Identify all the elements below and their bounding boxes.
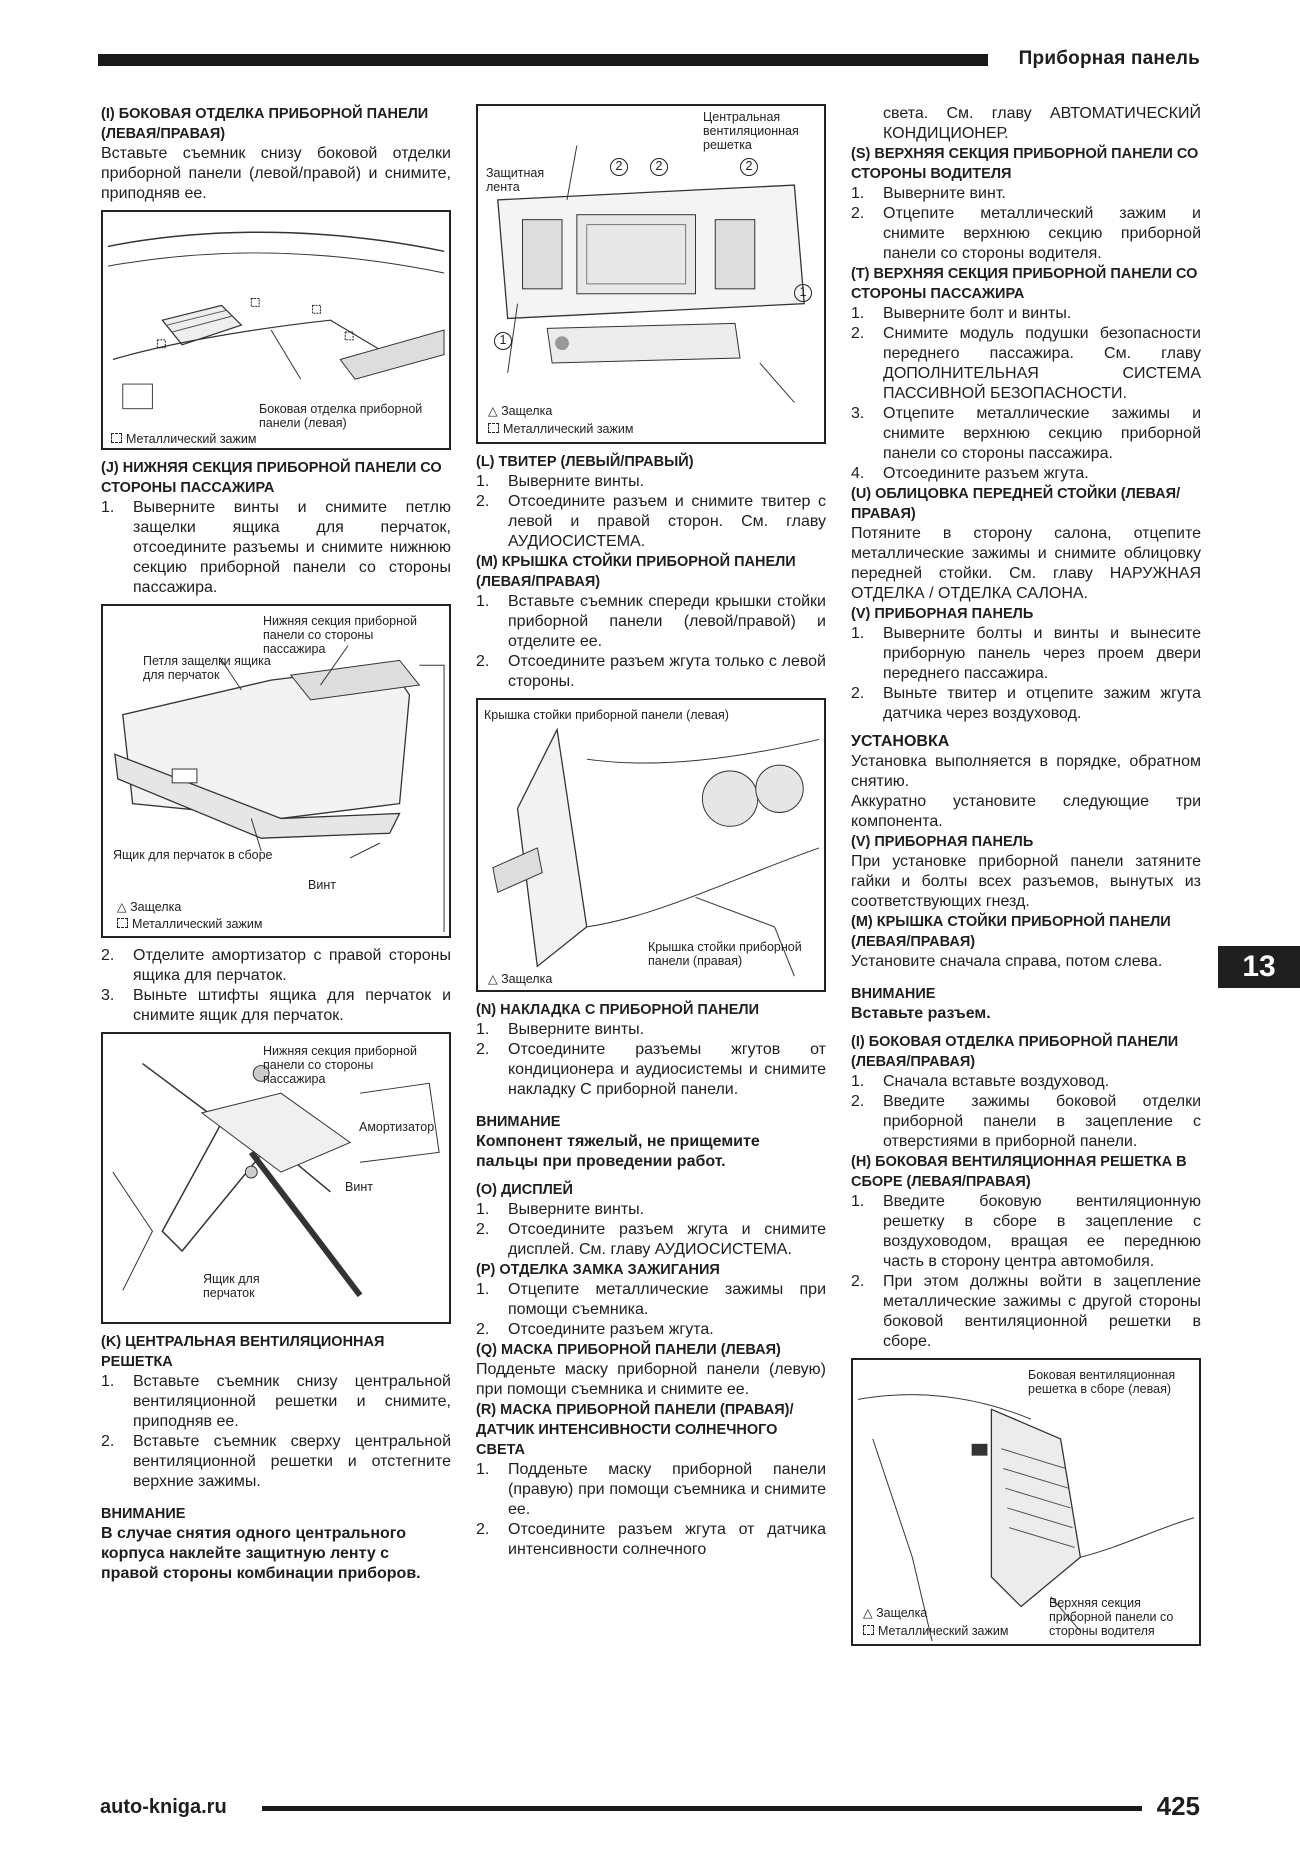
figure-label: Крышка стойки приборной панели (правая) <box>648 940 802 968</box>
figure-label: Амортизатор <box>359 1120 435 1134</box>
list-item: 3. Отцепите металлические зажимы и снимите верхнюю секцию приборной панели со стороны пассажира. <box>851 405 1201 462</box>
figure-center-vent <box>476 104 826 444</box>
section-heading: (O) ДИСПЛЕЙ <box>476 1182 573 1198</box>
legend-clip: Металлический зажим <box>488 422 633 436</box>
section-heading: (M) КРЫШКА СТОЙКИ ПРИБОРНОЙ ПАНЕЛИ (ЛЕВАЯ/ПРАВАЯ) <box>851 914 1171 950</box>
list-item: 1. Выверните болт и винты. <box>851 305 1072 322</box>
figure-label: Винт <box>345 1180 373 1194</box>
list-item: 1. Подденьте маску приборной панели (правую) при помощи съемника и снимите ее. <box>476 1461 826 1518</box>
list-item: 2. Отсоедините разъем жгута и снимите дисплей. См. главу АУДИОСИСТЕМА. <box>476 1221 826 1258</box>
figure-label: Петля защелки ящика для перчаток <box>143 654 271 682</box>
list-item: 4. Отсоедините разъем жгута. <box>851 465 1089 482</box>
list-item: 2. Вставьте съемник сверху центральной вентиляционной решетки и отстегните верхние зажимы. <box>101 1433 451 1490</box>
section-heading: (L) ТВИТЕР (ЛЕВЫЙ/ПРАВЫЙ) <box>476 454 694 470</box>
figure-label: Ящик для перчаток <box>203 1272 260 1300</box>
list-item: 3. Выньте штифты ящика для перчаток и снимите ящик для перчаток. <box>101 987 451 1024</box>
figure-side-vent <box>851 1358 1201 1646</box>
header-rule <box>98 54 988 66</box>
legend-clip: Металлический зажим <box>863 1624 1008 1638</box>
list-item: 2. Отделите амортизатор с правой стороны ящика для перчаток. <box>101 947 451 984</box>
center-vent-drawing <box>478 106 824 442</box>
figure-glovebox <box>101 604 451 938</box>
warning-heading: ВНИМАНИЕ <box>476 1114 561 1130</box>
section-heading: (V) ПРИБОРНАЯ ПАНЕЛЬ <box>851 834 1034 850</box>
figure-pillar-cover <box>476 698 826 992</box>
page-number: 425 <box>1156 1791 1200 1821</box>
callout-number: 1 <box>794 284 812 302</box>
list-item: 2. Отсоедините разъем и снимите твитер с левой и правой сторон. См. главу АУДИОСИСТЕМА. <box>476 493 826 550</box>
list-item: 1. Выверните винты и снимите петлю защелки ящика для перчаток, отсоедините разъемы и снимите нижнюю секцию приборной панели со стороны пассажира. <box>101 499 451 596</box>
list-item: 1. Отцепите металлические зажимы при помощи съемника. <box>476 1281 826 1318</box>
list-item: 2. Введите зажимы боковой отделки приборной панели в зацепление с отверстиями в приборной панели. <box>851 1093 1201 1150</box>
figure-label: Крышка стойки приборной панели (левая) <box>484 708 729 722</box>
section-heading: (H) БОКОВАЯ ВЕНТИЛЯЦИОННАЯ РЕШЕТКА В СБОРЕ (ЛЕВАЯ/ПРАВАЯ) <box>851 1154 1187 1190</box>
figure-label: Нижняя секция приборной панели со стороны пассажира <box>263 614 417 656</box>
column-2 <box>476 104 826 1560</box>
callout-number: 2 <box>740 158 758 176</box>
figure-label: Центральная вентиляционная решетка <box>703 110 799 152</box>
legend-latch: △ Защелка <box>863 1606 928 1620</box>
section-heading: (K) ЦЕНТРАЛЬНАЯ ВЕНТИЛЯЦИОННАЯ РЕШЕТКА <box>101 1334 385 1370</box>
figure-label: Боковая вентиляционная решетка в сборе (левая) <box>1028 1368 1176 1396</box>
section-heading: (T) ВЕРХНЯЯ СЕКЦИЯ ПРИБОРНОЙ ПАНЕЛИ СО СТОРОНЫ ПАССАЖИРА <box>851 266 1198 302</box>
warning-heading: ВНИМАНИЕ <box>101 1506 186 1522</box>
list-item: 1. Выверните винты. <box>476 1021 645 1038</box>
figure-damper <box>101 1032 451 1324</box>
figure-side-trim <box>101 210 451 450</box>
paragraph: При установке приборной панели затяните гайки и болты всех разъемов, вынутых из соответствующих гнезд. <box>851 853 1201 910</box>
warning-heading: ВНИМАНИЕ <box>851 986 936 1002</box>
paragraph: Аккуратно установите следующие три компонента. <box>851 793 1201 830</box>
section-heading: (M) КРЫШКА СТОЙКИ ПРИБОРНОЙ ПАНЕЛИ (ЛЕВАЯ/ПРАВАЯ) <box>476 554 796 590</box>
list-item: 2. Отсоедините разъем жгута от датчика интенсивности солнечного <box>476 1521 826 1558</box>
footer-rule <box>262 1806 1142 1811</box>
section-heading: (P) ОТДЕЛКА ЗАМКА ЗАЖИГАНИЯ <box>476 1262 720 1278</box>
chapter-tab: 13 <box>1218 946 1300 988</box>
figure-label: Защитная лента <box>486 166 545 194</box>
warning-text: Вставьте разъем. <box>851 1005 991 1022</box>
legend-clip: Металлический зажим <box>117 917 262 931</box>
paragraph: света. См. главу АВТОМАТИЧЕСКИЙ КОНДИЦИОНЕР. <box>883 105 1201 142</box>
figure-label: Винт <box>308 878 336 892</box>
list-item: 1. Выверните винты. <box>476 1201 645 1218</box>
list-item: 1. Выверните винт. <box>851 185 1006 202</box>
list-item: 1. Выверните болты и винты и вынесите приборную панель через проем двери переднего пассажира. <box>851 625 1201 682</box>
section-heading: (Q) МАСКА ПРИБОРНОЙ ПАНЕЛИ (ЛЕВАЯ) <box>476 1342 781 1358</box>
list-item: 2. Отсоедините разъем жгута. <box>476 1321 714 1338</box>
paragraph: Вставьте съемник снизу боковой отделки приборной панели (левой/правой) и снимите, приподняв ее. <box>101 145 451 202</box>
paragraph: Потяните в сторону салона, отцепите металлические зажимы и снимите облицовку передней стойки. См. главу НАРУЖНАЯ ОТДЕЛКА / ОТДЕЛКА САЛОНА. <box>851 525 1201 602</box>
list-item: 1. Введите боковую вентиляционную решетку в сборе в зацепление с воздуховодом, вращая ее переднюю часть в сторону центра автомобиля. <box>851 1193 1201 1270</box>
list-item: 1. Вставьте съемник снизу центральной вентиляционной решетки и снимите, приподняв ее. <box>101 1373 451 1430</box>
list-item: 2. При этом должны войти в зацепление металлические зажимы с другой стороны боковой вентиляционной решетки в сборе. <box>851 1273 1201 1350</box>
footer-site: auto-kniga.ru <box>100 1796 227 1818</box>
section-heading: (U) ОБЛИЦОВКА ПЕРЕДНЕЙ СТОЙКИ (ЛЕВАЯ/ПРАВАЯ) <box>851 486 1181 522</box>
paragraph: Подденьте маску приборной панели (левую) при помощи съемника и снимите ее. <box>476 1361 826 1398</box>
section-heading: (N) НАКЛАДКА С ПРИБОРНОЙ ПАНЕЛИ <box>476 1002 760 1018</box>
callout-number: 2 <box>650 158 668 176</box>
warning-text: В случае снятия одного центрального корпуса наклейте защитную ленту с правой стороны комбинации приборов. <box>101 1525 421 1582</box>
section-heading: (S) ВЕРХНЯЯ СЕКЦИЯ ПРИБОРНОЙ ПАНЕЛИ СО СТОРОНЫ ВОДИТЕЛЯ <box>851 146 1199 182</box>
paragraph: Установите сначала справа, потом слева. <box>851 953 1163 970</box>
list-item: 2. Выньте твитер и отцепите зажим жгута датчика через воздуховод. <box>851 685 1201 722</box>
list-item: 2. Снимите модуль подушки безопасности переднего пассажира. См. главу ДОПОЛНИТЕЛЬНАЯ СИСТЕМА ПАССИВНОЙ БЕЗОПАСНОСТИ. <box>851 325 1201 402</box>
warning-text: Компонент тяжелый, не прищемите пальцы при проведении работ. <box>476 1133 760 1170</box>
list-item: 1. Выверните винты. <box>476 473 645 490</box>
callout-number: 2 <box>610 158 628 176</box>
legend-latch: △ Защелка <box>488 404 553 418</box>
section-heading: (V) ПРИБОРНАЯ ПАНЕЛЬ <box>851 606 1034 622</box>
list-item: 2. Отсоедините разъемы жгутов от кондиционера и аудиосистемы и снимите накладку С приборной панели. <box>476 1041 826 1098</box>
figure-label: Боковая отделка приборной панели (левая) <box>259 402 423 430</box>
installation-heading: УСТАНОВКА <box>851 733 950 750</box>
list-item: 2. Отсоедините разъем жгута только с левой стороны. <box>476 653 826 690</box>
legend-latch: △ Защелка <box>117 900 182 914</box>
page-header-title: Приборная панель <box>1018 48 1200 69</box>
figure-label: Нижняя секция приборной панели со стороны пассажира <box>263 1044 417 1086</box>
list-item: 1. Сначала вставьте воздуховод. <box>851 1073 1110 1090</box>
figure-label: Ящик для перчаток в сборе <box>113 848 273 862</box>
column-3 <box>851 104 1201 1654</box>
figure-label: Верхняя секция приборной панели со стороны водителя <box>1049 1596 1174 1638</box>
column-1 <box>101 104 451 1584</box>
legend-clip: Металлический зажим <box>111 432 256 446</box>
section-heading: (I) БОКОВАЯ ОТДЕЛКА ПРИБОРНОЙ ПАНЕЛИ (ЛЕВАЯ/ПРАВАЯ) <box>851 1034 1179 1070</box>
legend-latch: △ Защелка <box>488 972 553 986</box>
list-item: 1. Вставьте съемник спереди крышки стойки приборной панели (левой/правой) и отделите ее. <box>476 593 826 650</box>
section-heading: (I) БОКОВАЯ ОТДЕЛКА ПРИБОРНОЙ ПАНЕЛИ (ЛЕВАЯ/ПРАВАЯ) <box>101 106 429 142</box>
list-item: 2. Отцепите металлический зажим и снимите верхнюю секцию приборной панели со стороны водителя. <box>851 205 1201 262</box>
callout-number: 1 <box>494 332 512 350</box>
section-heading: (R) МАСКА ПРИБОРНОЙ ПАНЕЛИ (ПРАВАЯ)/ ДАТЧИК ИНТЕНСИВНОСТИ СОЛНЕЧНОГО СВЕТА <box>476 1402 794 1458</box>
section-heading: (J) НИЖНЯЯ СЕКЦИЯ ПРИБОРНОЙ ПАНЕЛИ СО СТОРОНЫ ПАССАЖИРА <box>101 460 442 496</box>
paragraph: Установка выполняется в порядке, обратном снятию. <box>851 753 1201 790</box>
